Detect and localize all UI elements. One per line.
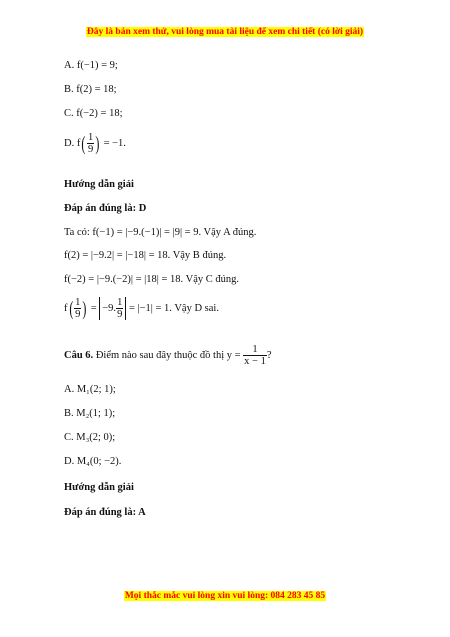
right-paren: ) bbox=[95, 132, 100, 155]
fraction-denominator: 9 bbox=[117, 309, 123, 320]
q6-option-c: C. M₃(2; 0); bbox=[64, 432, 116, 443]
absolute-value-fraction bbox=[116, 297, 123, 320]
q5-option-a: A. f(−1) = 9; bbox=[64, 60, 118, 71]
guide1-line-4 bbox=[64, 297, 219, 320]
contact-notice-banner bbox=[0, 591, 450, 601]
q6-text: Điểm nào sau đây thuộc đồ thị y = bbox=[95, 349, 241, 361]
q6-option-d: D. M₄(0; −2). bbox=[64, 456, 122, 467]
q5-option-c: C. f(−2) = 18; bbox=[64, 108, 123, 119]
guide2-heading: Hướng dẫn giải bbox=[64, 482, 134, 493]
q5-option-b: B. f(2) = 18; bbox=[64, 84, 117, 95]
fraction-numerator: 1 bbox=[117, 297, 123, 308]
q5-option-d bbox=[64, 132, 126, 155]
q6-option-a: A. M₁(2; 1); bbox=[64, 384, 116, 395]
guide1-line-4-f: f bbox=[64, 302, 68, 314]
guide1-line-4-equals: = bbox=[90, 302, 97, 314]
fraction-numerator: 1 bbox=[88, 132, 94, 143]
fraction-denominator: 9 bbox=[88, 144, 94, 155]
guide1-line-3: f(−2) = |−9.(−2)| = |18| = 18. Vậy C đúng. bbox=[64, 274, 239, 285]
fraction-denominator: x − 1 bbox=[244, 356, 266, 367]
q5-option-d-prefix: D. f bbox=[64, 137, 81, 149]
fraction-numerator: 1 bbox=[75, 297, 81, 308]
q5-option-d-fraction bbox=[87, 132, 94, 155]
guide1-answer: Đáp án đúng là: D bbox=[64, 203, 147, 214]
q6-option-b: B. M₂(1; 1); bbox=[64, 408, 116, 419]
absolute-value-prefix: −9. bbox=[102, 302, 117, 314]
left-paren: ( bbox=[68, 297, 73, 320]
guide2-answer: Đáp án đúng là: A bbox=[64, 507, 146, 518]
q6-question-mark: ? bbox=[266, 349, 272, 361]
left-paren: ( bbox=[81, 132, 86, 155]
guide1-heading: Hướng dẫn giải bbox=[64, 179, 134, 190]
right-paren: ) bbox=[82, 297, 87, 320]
absolute-value bbox=[99, 297, 126, 320]
guide1-line-2: f(2) = |−9.2| = |−18| = 18. Vậy B đúng. bbox=[64, 250, 227, 261]
q6-fraction bbox=[243, 344, 267, 367]
q5-option-d-suffix: = −1. bbox=[103, 137, 126, 149]
guide1-line-4-rest: = |−1| = 1. Vậy D sai. bbox=[128, 302, 219, 314]
contact-notice-text: Mọi thắc mắc vui lòng xin vui lòng: 084 283 45 85 bbox=[124, 591, 326, 601]
q6-label: Câu 6. bbox=[64, 349, 94, 361]
fraction-denominator: 9 bbox=[75, 309, 81, 320]
guide1-line-1: Ta có: f(−1) = |−9.(−1)| = |9| = 9. Vậy A đúng. bbox=[64, 227, 257, 238]
fraction-numerator: 1 bbox=[252, 344, 258, 355]
guide1-line-4-fraction bbox=[74, 297, 81, 320]
preview-notice-banner bbox=[0, 27, 450, 37]
q6-question bbox=[64, 344, 272, 367]
preview-notice-text: Đây là bản xem thử, vui lòng mua tài liệu để xem chi tiết (có lời giải) bbox=[86, 27, 364, 37]
